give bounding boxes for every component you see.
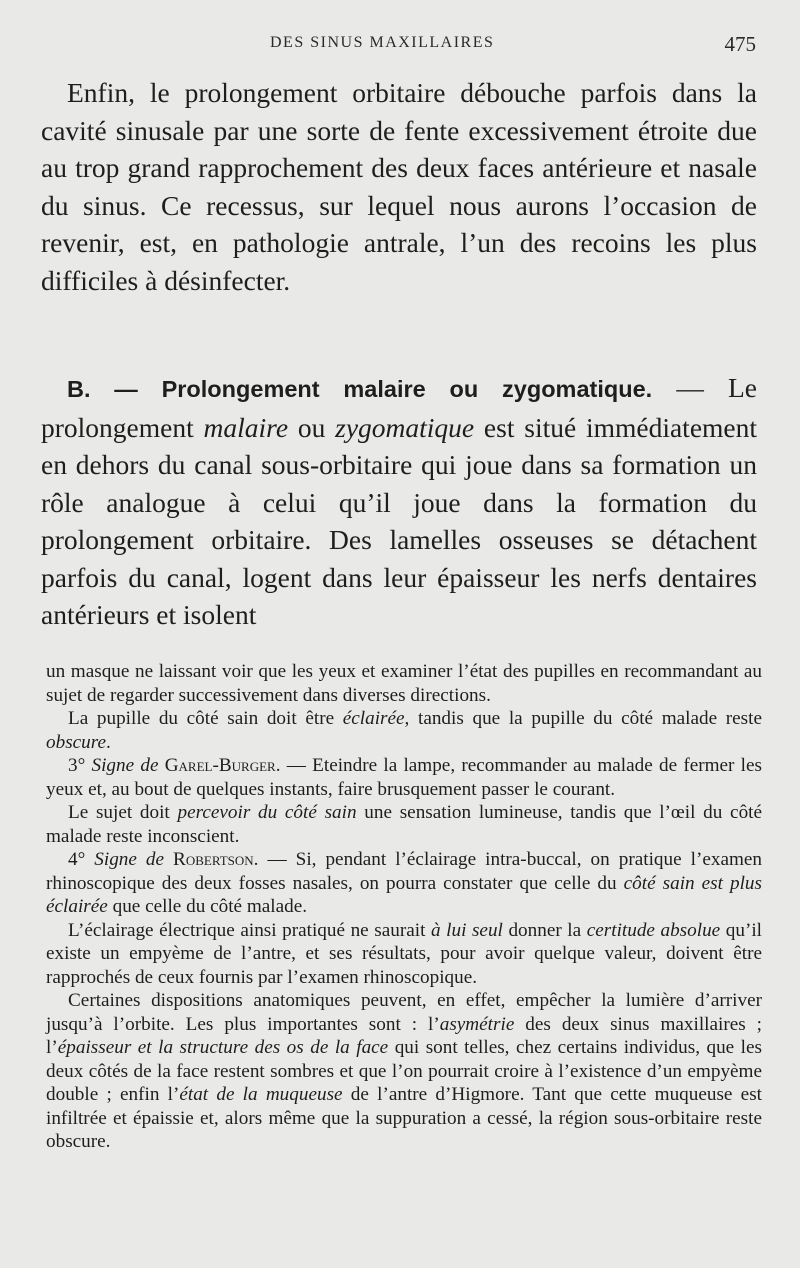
- text-run: est situé immédiatement en dehors du canal sous-orbitaire qui joue dans sa formation un rôle analogue à celui qu’il joue dans la formation du prolongement orbitaire. Des lamelles osseuses se détachent parfois du canal, logent dans leur épaisseur les nerfs dentaires antérieurs et isolent: [41, 411, 758, 630]
- list-number: 3°: [68, 755, 92, 776]
- text-run: une sensation lumineuse, tandis que l’œil du côté malade reste inconscient.: [46, 802, 763, 847]
- footnote-paragraph: [46, 848, 762, 919]
- italic-term: éclairée: [342, 708, 405, 729]
- author-name: Garel-Burger: [164, 755, 276, 776]
- footnote-paragraph: un masque ne laissant voir que les yeux et examiner l’état des pupilles en recommandant au sujet de regarder successivement dans diverses directions.: [46, 661, 762, 706]
- list-number: 4°: [68, 849, 95, 870]
- italic-term: asymétrie: [439, 1013, 515, 1035]
- text-run: ou: [288, 411, 336, 443]
- italic-term: zygomatique: [335, 411, 475, 443]
- text-run: que celle du côté malade.: [107, 896, 308, 917]
- italic-term: malaire: [203, 411, 289, 443]
- italic-term: obscure: [46, 731, 107, 753]
- text-run: , tandis que la pupille du côté malade reste: [404, 708, 762, 729]
- footnote-paragraph: [46, 989, 762, 1154]
- section-heading: B. — Prolongement malaire ou zygomatique.: [67, 376, 653, 402]
- italic-term: à lui seul: [430, 919, 503, 941]
- footnote-block: [46, 660, 762, 1154]
- text-run: qu’il existe un empyème de l’antre, et ses résultats, pour avoir quelque valeur, doivent être rapprochés de ceux fournis par l’examen rhinoscopique.: [46, 919, 762, 988]
- footnote-paragraph: [46, 801, 762, 848]
- text-run: . — Eteindre la lampe, recommander au malade de fermer les yeux et, au bout de quelques instants, faire brusquement passer le courant.: [46, 755, 762, 800]
- paragraph-malar-extension: [41, 369, 757, 634]
- text-run: . — Si, pendant l’éclairage intra-buccal, on pratique l’examen rhinoscopique des deux fosses nasales, on pourra constater que celle du: [46, 849, 762, 894]
- text-run: .: [106, 731, 111, 753]
- running-head-title: DES SINUS MAXILLAIRES: [270, 34, 495, 51]
- italic-term: côté sain est plus éclairée: [46, 872, 762, 917]
- page-number: 475: [724, 32, 756, 56]
- italic-term: état de la muqueuse: [179, 1084, 343, 1105]
- text-run: L’éclairage électrique ainsi pratiqué ne saurait: [68, 919, 431, 941]
- italic-term: certitude absolue: [586, 919, 721, 941]
- italic-term: épaisseur et la structure des os de la face: [57, 1037, 389, 1058]
- footnote-paragraph: [46, 919, 762, 990]
- text-run: Certaines dispositions anatomiques peuvent, en effet, empêcher la lumière d’arriver jusqu’à l’orbite. Les plus importantes sont : l’: [46, 990, 762, 1035]
- italic-term: Signe de: [91, 755, 165, 776]
- footnote-paragraph: [46, 754, 762, 801]
- text-run: qui sont telles, chez certains individus, que les deux côtés de la face restent sombres et que l’on pourrait croire à l’existence d’un empyème double ; enfin l’: [46, 1037, 762, 1105]
- italic-term: percevoir du côté sain: [177, 802, 357, 823]
- text-run: de l’antre d’Higmore. Tant que cette muqueuse est infiltrée et épaissie et, alors même que la suppuration a cessé, la région sous-orbitaire reste obscure.: [46, 1084, 762, 1152]
- text-run: La pupille du côté sain doit être: [68, 708, 343, 729]
- text-run: Le sujet doit: [68, 802, 178, 823]
- italic-term: Signe de: [94, 849, 174, 870]
- footnote-paragraph: [46, 707, 762, 754]
- text-run: — Le prolongement: [41, 372, 757, 443]
- text-run: donner la: [502, 919, 587, 941]
- paragraph-orbital-recess: Enfin, le prolongement orbitaire débouche parfois dans la cavité sinusale par une sorte de fente excessivement étroite due au trop grand rapprochement des deux faces antérieure et nasale du sinus. Ce recessus, sur lequel nous aurons l’occasion de revenir, est, en pathologie antrale, l’un des recoins les plus difficiles à désinfecter.: [41, 77, 757, 296]
- author-name: Robertson: [173, 849, 254, 870]
- running-head: [0, 34, 800, 58]
- text-run: des deux sinus maxillaires ; l’: [46, 1013, 763, 1058]
